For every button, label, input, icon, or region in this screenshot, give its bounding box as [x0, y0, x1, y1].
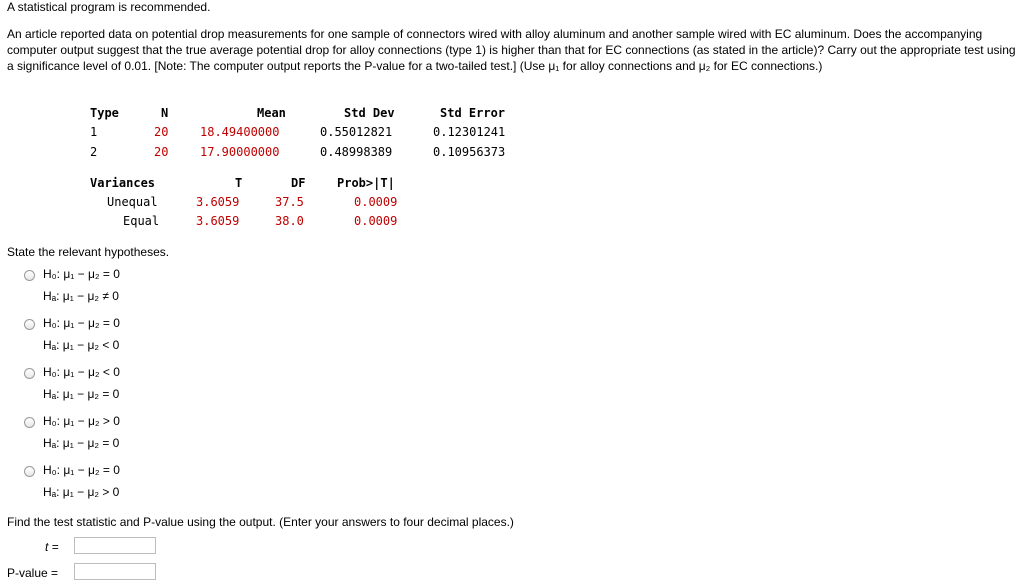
test-prompt: Find the test statistic and P-value using the output. (Enter your answers to four decimal places.)	[7, 515, 514, 529]
col-header-t: T	[235, 176, 243, 190]
h0-text: H₀: μ₁ − μ₂ = 0	[43, 463, 120, 477]
table-cell: 3.6059	[196, 214, 240, 228]
h0-text: H₀: μ₁ − μ₂ < 0	[43, 365, 120, 379]
table-cell: 0.0009	[354, 214, 398, 228]
table-cell: 20	[154, 145, 169, 159]
hypothesis-option-3-radio[interactable]	[24, 368, 35, 379]
col-header-mean: Mean	[257, 106, 286, 120]
table-cell: 0.48998389	[320, 145, 393, 159]
col-header-n: N	[161, 106, 169, 120]
hypothesis-option-2-radio[interactable]	[24, 319, 35, 330]
col-header-stderror: Std Error	[440, 106, 506, 120]
table-cell: 17.90000000	[200, 145, 280, 159]
table-cell: 0.55012821	[320, 125, 393, 139]
hypotheses-prompt: State the relevant hypotheses.	[7, 245, 170, 259]
table-cell: 3.6059	[196, 195, 240, 209]
t-label: t =	[45, 540, 59, 554]
h0-text: H₀: μ₁ − μ₂ = 0	[43, 316, 120, 330]
ha-text: Hₐ: μ₁ − μ₂ < 0	[43, 338, 120, 352]
p-value-input[interactable]	[74, 563, 156, 580]
table-cell: 1	[90, 125, 98, 139]
table-cell: 2	[90, 145, 98, 159]
table-cell: 38.0	[275, 214, 304, 228]
table-cell: 18.49400000	[200, 125, 280, 139]
col-header-stddev: Std Dev	[344, 106, 395, 120]
hypothesis-option-5-radio[interactable]	[24, 466, 35, 477]
problem-text: An article reported data on potential drop measurements for one sample of connectors wired with alloy aluminum and another sample wired with EC aluminum. Does the accompanying computer output suggest that the true average potential drop for alloy connections (type 1) is higher than that for EC connections (as stated in the article)? Carry out the appropriate test using a significance level of 0.01. [Note: The computer output reports the P-value for a two-tailed test.] (Use μ₁ for alloy connections and μ₂ for EC connections.)	[7, 27, 1016, 73]
h0-text: H₀: μ₁ − μ₂ > 0	[43, 414, 120, 428]
ha-text: Hₐ: μ₁ − μ₂ ≠ 0	[43, 289, 119, 303]
table-cell: 0.12301241	[433, 125, 506, 139]
col-header-variances: Variances	[90, 176, 156, 190]
h0-text: H₀: μ₁ − μ₂ = 0	[43, 267, 120, 281]
table-cell: 0.10956373	[433, 145, 506, 159]
col-header-df: DF	[291, 176, 306, 190]
p-value-label: P-value =	[7, 566, 59, 580]
ha-text: Hₐ: μ₁ − μ₂ = 0	[43, 436, 120, 450]
page-title: A statistical program is recommended.	[7, 0, 211, 14]
table-cell: Equal	[123, 214, 160, 228]
ha-text: Hₐ: μ₁ − μ₂ > 0	[43, 485, 120, 499]
table-cell: 37.5	[275, 195, 304, 209]
table-cell: 0.0009	[354, 195, 398, 209]
t-statistic-input[interactable]	[74, 537, 156, 554]
col-header-prob: Prob>|T|	[337, 176, 395, 190]
ha-text: Hₐ: μ₁ − μ₂ = 0	[43, 387, 120, 401]
hypothesis-option-4-radio[interactable]	[24, 417, 35, 428]
table-cell: Unequal	[107, 195, 158, 209]
col-header-type: Type	[90, 106, 119, 120]
hypothesis-option-1-radio[interactable]	[24, 270, 35, 281]
table-cell: 20	[154, 125, 169, 139]
